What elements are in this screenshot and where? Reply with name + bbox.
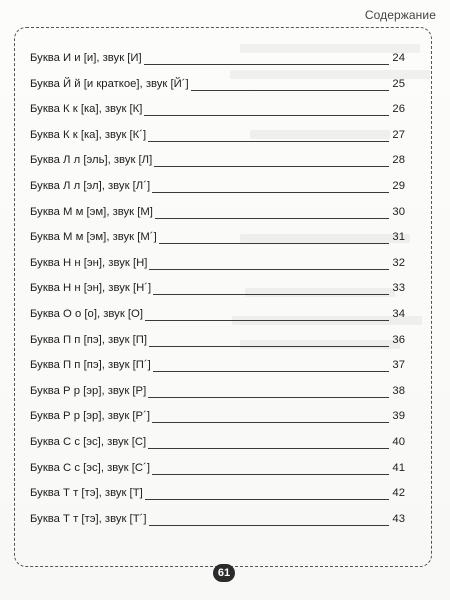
toc-entry-title: Буква С с [эс], звук [С´] [30, 461, 150, 474]
toc-entry-title: Буква Н н [эн], звук [Н´] [30, 282, 152, 295]
toc-entry-page-number: 31 [392, 231, 405, 244]
toc-entry-page-number: 38 [392, 384, 405, 397]
toc-entry-title: Буква Р р [эр], звук [Р´] [30, 410, 150, 423]
toc-entry-title: Буква П п [пэ], звук [П´] [30, 359, 151, 372]
toc-entry-title: Буква Т т [тэ], звук [Т´] [30, 512, 147, 525]
toc-entry-page-number: 40 [392, 435, 405, 448]
toc-entry-title: Буква Т т [тэ], звук [Т] [30, 487, 143, 500]
toc-entry[interactable] [30, 52, 405, 78]
toc-entry[interactable] [30, 180, 405, 206]
toc-leader-line [191, 90, 390, 91]
toc-entry-page-number: 25 [392, 77, 405, 90]
toc-leader-line [155, 218, 389, 219]
toc-entry-title: Буква П п [пэ], звук [П] [30, 333, 148, 346]
toc-entry[interactable] [30, 513, 405, 539]
toc-entry-page-number: 32 [392, 256, 405, 269]
toc-leader-line [145, 320, 389, 321]
toc-leader-line [148, 448, 389, 449]
toc-leader-line [144, 64, 390, 65]
toc-entry[interactable] [30, 231, 405, 257]
toc-entry-title: Буква Н н [эн], звук [Н] [30, 256, 148, 269]
toc-entry-page-number: 43 [392, 512, 405, 525]
toc-entry-title: Буква К к [ка], звук [К] [30, 103, 143, 116]
toc-entry[interactable] [30, 359, 405, 385]
toc-entry-page-number: 39 [392, 410, 405, 423]
toc-entry-title: Буква К к [ка], звук [К´] [30, 128, 147, 141]
toc-entry-page-number: 24 [392, 52, 405, 64]
toc-leader-line [148, 141, 389, 142]
toc-leader-line [149, 525, 390, 526]
toc-leader-line [149, 346, 389, 347]
toc-entry-page-number: 27 [392, 128, 405, 141]
toc-entry-page-number: 37 [392, 359, 405, 372]
toc-leader-line [144, 115, 389, 116]
toc-entry[interactable] [30, 436, 405, 462]
toc-leader-line [152, 474, 389, 475]
toc-leader-line [153, 294, 389, 295]
toc-entry-title: Буква И и [и], звук [И] [30, 52, 142, 64]
page-number-badge: 61 [213, 564, 235, 582]
toc-entry-title: Буква М м [эм], звук [М] [30, 205, 153, 218]
toc-leader-line [153, 371, 390, 372]
toc-entry-page-number: 30 [392, 205, 405, 218]
toc-entry-page-number: 29 [392, 179, 405, 192]
toc-leader-line [154, 166, 389, 167]
toc-entry-title: Буква С с [эс], звук [С] [30, 435, 147, 448]
toc-entry-title: Буква Л л [эл], звук [Л´] [30, 179, 151, 192]
toc-entry[interactable] [30, 103, 405, 129]
toc-entry[interactable] [30, 487, 405, 513]
toc-entry-page-number: 36 [392, 333, 405, 346]
toc-entry-page-number: 26 [392, 103, 405, 116]
toc-entry-page-number: 41 [392, 461, 405, 474]
toc-entry-title: Буква М м [эм], звук [М´] [30, 231, 157, 244]
toc-entry-page-number: 33 [392, 282, 405, 295]
toc-leader-line [145, 499, 390, 500]
toc-entry-page-number: 34 [392, 307, 405, 320]
toc-leader-line [152, 192, 389, 193]
toc-leader-line [149, 269, 389, 270]
toc-leader-line [152, 422, 389, 423]
toc-entry[interactable] [30, 385, 405, 411]
toc-entry-title: Буква Л л [эль], звук [Л] [30, 154, 153, 167]
toc-entry[interactable] [30, 334, 405, 360]
toc-entry[interactable] [30, 410, 405, 436]
toc-entry-title: Буква О о [о], звук [О] [30, 307, 143, 320]
toc-entry[interactable] [30, 282, 405, 308]
toc-entry-page-number: 42 [392, 487, 405, 500]
toc-entry[interactable] [30, 78, 405, 104]
toc-entry[interactable] [30, 154, 405, 180]
toc-entry[interactable] [30, 206, 405, 232]
toc-entry[interactable] [30, 129, 405, 155]
toc-entry[interactable] [30, 462, 405, 488]
toc-entry[interactable] [30, 257, 405, 283]
toc-entry-title: Буква Й й [и краткое], звук [Й´] [30, 77, 189, 90]
table-of-contents [30, 52, 405, 538]
toc-leader-line [159, 243, 390, 244]
toc-leader-line [148, 397, 389, 398]
section-title: Содержание [364, 8, 436, 22]
toc-entry[interactable] [30, 308, 405, 334]
toc-entry-page-number: 28 [392, 154, 405, 167]
toc-entry-title: Буква Р р [эр], звук [Р] [30, 384, 147, 397]
